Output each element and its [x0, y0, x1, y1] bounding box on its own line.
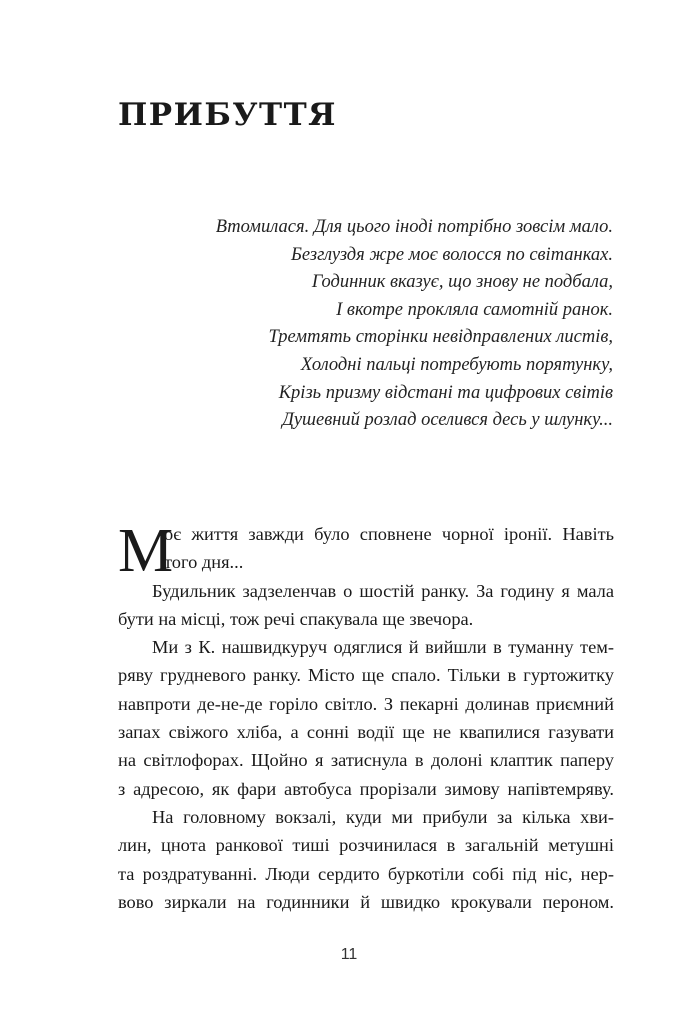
epigraph-line: Крізь призму відстані та цифрових світів: [278, 382, 613, 403]
epigraph-poem: [150, 214, 613, 435]
text-line: вово зиркали на годинники й швидко крокували пероном.: [118, 891, 614, 912]
text-line: лин, цнота ранкової тиші розчинилася в загальній метушні: [118, 835, 614, 856]
epigraph-line: Холодні пальці потребують порятунку,: [300, 354, 613, 375]
paragraph-3: [118, 633, 614, 803]
text-line: ряву грудневого ранку. Місто ще спало. Тільки в гуртожитку: [118, 665, 614, 686]
epigraph-line: І вкотре прокляла самотній ранок.: [336, 299, 613, 320]
epigraph-line: Тремтять сторінки невідправлених листів,: [268, 327, 613, 348]
text-line: того дня...: [164, 552, 244, 573]
text-line: та роздратуванні. Люди сердито буркотіли собі під ніс, нер-: [118, 863, 614, 884]
epigraph-line: Душевний розлад оселився десь у шлунку...: [282, 410, 613, 431]
drop-cap: М: [118, 517, 174, 585]
epigraph-line: Годинник вказує, що знову не подбала,: [311, 272, 613, 293]
text-line: навпроти де-не-де горіло світло. З пекарні долинав приємний: [118, 693, 614, 714]
body-text: [118, 517, 614, 916]
epigraph-line: Безглуздя жре моє волосся по світанках.: [290, 244, 613, 265]
text-line: Будильник задзеленчав о шостій ранку. За годину я мала: [152, 580, 614, 601]
page-number: 11: [340, 946, 358, 963]
paragraph-4: [118, 803, 614, 916]
text-line: оє життя завжди було сповнене чорної іронії. Навіть: [164, 524, 614, 544]
text-line: запах свіжого хліба, а сонні водії ще не квапилися газувати: [118, 722, 614, 743]
paragraph-2: [118, 577, 614, 634]
epigraph-line: Втомилася. Для цього іноді потрібно зовсім мало.: [215, 217, 613, 237]
text-line: на світлофорах. Щойно я затиснула в долоні клаптик паперу: [118, 750, 614, 771]
text-line: з адресою, як фари автобуса прорізали зимову напівтемряву.: [118, 778, 614, 799]
text-line: бути на місці, тож речі спакувала ще звечора.: [118, 608, 474, 629]
text-line: На головному вокзалі, куди ми прибули за кілька хви-: [152, 806, 614, 827]
chapter-title: ПРИБУТТЯ: [118, 97, 337, 133]
paragraph-1: [118, 517, 614, 585]
text-line: Ми з К. нашвидкуруч одяглися й вийшли в туманну тем-: [152, 637, 614, 658]
